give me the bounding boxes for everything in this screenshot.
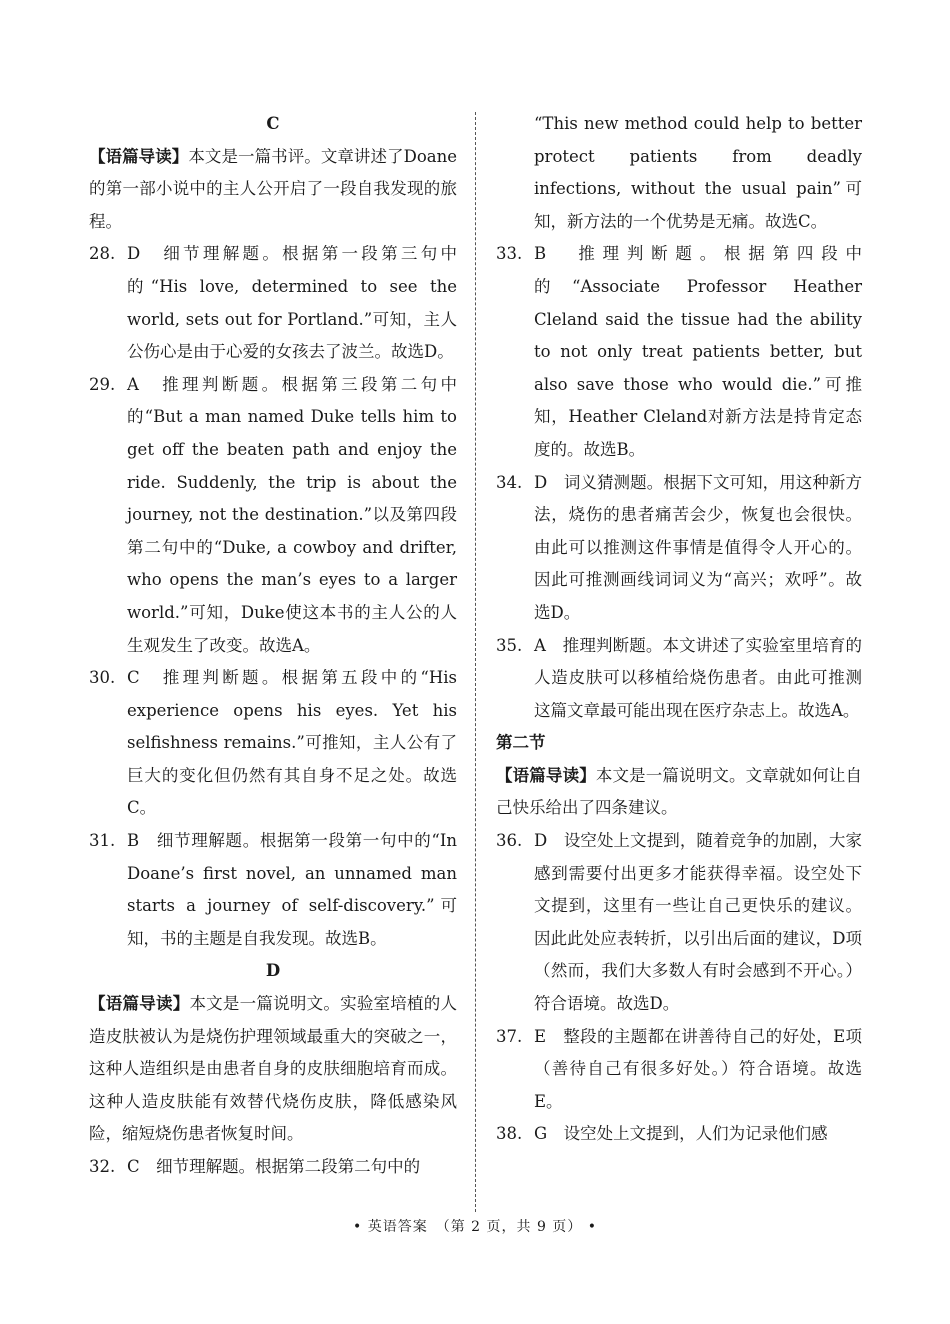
answer-item-31: [89, 825, 457, 955]
item-text: A 推理判断题。本文讲述了实验室里培育的人造皮肤可以移植给烧伤患者。由此可推测这篇文章最可能出现在医疗杂志上。故选A。: [534, 635, 862, 720]
item-number: 32.: [89, 1157, 116, 1176]
item-number: 33.: [496, 244, 523, 264]
item-number: 37.: [496, 1026, 523, 1046]
section-heading-c: C: [266, 114, 280, 133]
reading-guide-d: [89, 988, 457, 1151]
item-number: 34.: [496, 472, 523, 492]
answer-item-35: [496, 630, 862, 728]
column-divider: [475, 112, 476, 1212]
answer-item-36: [496, 825, 862, 1021]
item-text: E 整段的主题都在讲善待自己的好处，E项（善待自己有很多好处。）符合语境。故选E。: [534, 1026, 862, 1111]
item-text: D 细节理解题。根据第一段第三句中的“His love, determined to see the world, sets out for Portland.”可知，主人公伤心是由于心爱的女孩去了波兰。故选D。: [127, 244, 457, 362]
answer-item-32-continued: “This new method could help to better protect patients from deadly infections, without the usual pain”可知，新方法的一个优势是无痛。故选C。: [534, 114, 862, 231]
guide-tag: 【语篇导读】: [89, 146, 189, 166]
item-text: B 细节理解题。根据第一段第一句中的“In Doane’s first novel, an unnamed man starts a journey of self-discovery.”可知，书的主题是自我发现。故选B。: [127, 831, 457, 948]
answer-item-29: [89, 369, 457, 662]
guide-text: 本文是一篇书评。文章讲述了Doane的第一部小说中的主人公开启了一段自我发现的旅程。: [89, 146, 457, 231]
guide-tag: 【语篇导读】: [496, 765, 596, 785]
answer-item-33: [496, 238, 862, 466]
item-number: 38.: [496, 1124, 523, 1144]
item-text: G 设空处上文提到，人们为记录他们感: [534, 1124, 828, 1144]
guide-text: 本文是一篇说明文。实验室培植的人造皮肤被认为是烧伤护理领域最重大的突破之一，这种人造组织是由患者自身的皮肤细胞培育而成。这种人造皮肤能有效替代烧伤皮肤，降低感染风险，缩短烧伤患者恢复时间。: [89, 994, 458, 1144]
item-text: A 推理判断题。根据第三段第二句中的“But a man named Duke tells him to get off the beaten path and enjoy the ride. Suddenly, the trip is about the journey, not the destination.”以及第四段第二句中的“Duke, a cowboy and drifter, who opens the man’s eyes to a larger world.”可知，Duke使这本书的主人公的人生观发生了改变。故选A。: [127, 374, 457, 655]
item-number: 36.: [496, 831, 523, 851]
section-heading-d: D: [265, 961, 281, 981]
answer-item-34: [496, 467, 862, 630]
item-text: C 细节理解题。根据第二段第二句中的: [127, 1157, 421, 1176]
answer-item-37: [496, 1021, 862, 1119]
guide-tag: 【语篇导读】: [89, 994, 190, 1014]
item-number: 30.: [89, 668, 116, 688]
item-text: D 词义猜测题。根据下文可知，用这种新方法，烧伤的患者痛苦会少，恢复也会很快。由此可以推测这件事情是值得令人开心的。因此可推测画线词词义为“高兴；欢呼”。故选D。: [534, 472, 862, 622]
section-heading-part-2: 第二节: [496, 733, 546, 753]
item-number: 28.: [89, 244, 116, 264]
reading-guide-c: [89, 141, 457, 239]
item-text: D 设空处上文提到，随着竞争的加剧，大家感到需要付出更多才能获得幸福。设空处下文提到，这里有一些让自己更快乐的建议。因此此处应表转折，以引出后面的建议，D项（然而，我们大多数人有时会感到不开心。）符合语境。故选D。: [534, 831, 862, 1014]
answer-item-30: [89, 662, 457, 825]
reading-guide-part-2: [496, 760, 862, 825]
item-number: 29.: [89, 374, 116, 394]
left-column: [89, 108, 457, 1184]
answer-item-28: [89, 238, 457, 368]
guide-text: 本文是一篇说明文。文章就如何让自己快乐给出了四条建议。: [496, 765, 863, 818]
item-text: B 推理判断题。根据第四段中的“Associate Professor Heather Cleland said the tissue had the ability to not only treat patients better, but also save those who would die.”可推知，Heather Cleland对新方法是持肯定态度的。故选B。: [534, 244, 862, 459]
answer-item-32: [89, 1151, 457, 1184]
right-column: [496, 108, 862, 1151]
item-text: C 推理判断题。根据第五段中的“His experience opens his eyes. Yet his selfishness remains.”可推知，主人公有了巨大的变化但仍然有其自身不足之处。故选C。: [127, 668, 457, 818]
page-footer: • 英语答案 （第 2 页，共 9 页） •: [352, 1219, 598, 1235]
item-number: 31.: [89, 831, 116, 851]
answer-item-38: [496, 1118, 862, 1151]
item-number: 35.: [496, 635, 523, 655]
